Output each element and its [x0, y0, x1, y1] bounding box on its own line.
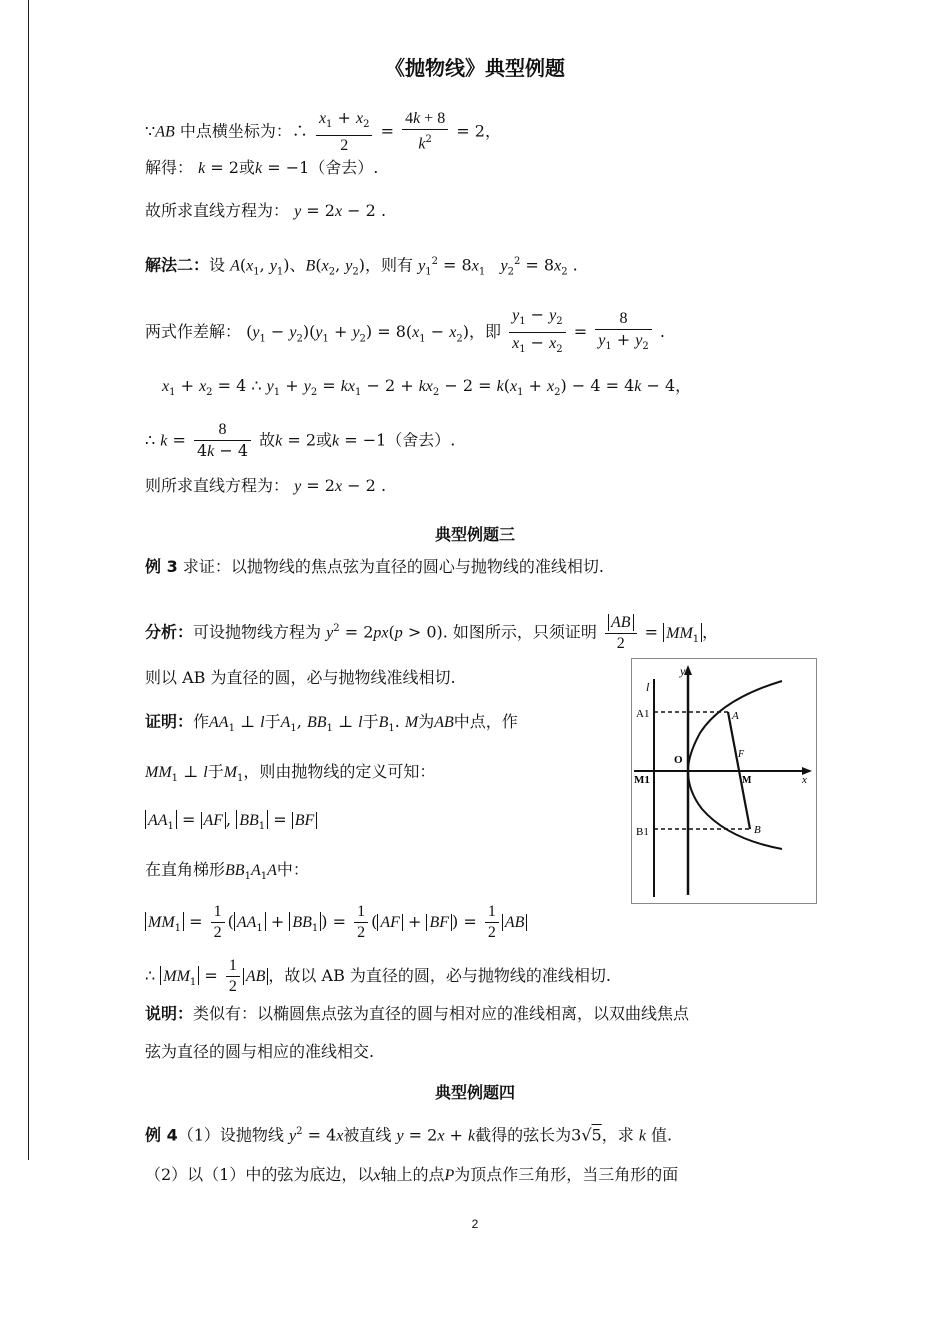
parabola-figure	[631, 658, 817, 904]
parabola-curve	[688, 681, 782, 849]
page-number: 2	[471, 1217, 479, 1231]
difference-line: 两式作差解： $(y_1 - y_2)(y_1 + y_2) = 8(x_1 - x_2)$，即 $\frac{y_1 - y_2}{x_1 - x_2}$ = $\frac{8}{y_1 + y_2}$ .	[145, 305, 665, 356]
fig-label-b: B	[754, 824, 761, 836]
page-title: 《抛物线》典型例题	[385, 56, 565, 80]
final-equation: 则所求直线方程为： y = 2x − 2 .	[145, 476, 387, 495]
note-line-2: 弦为直径的圆与相应的准线相交.	[145, 1042, 375, 1061]
example-four-part-one: 例 4（1）设抛物线 $y^2 = 4x$被直线 y = 2x + k截得的弦长为3√5，求 k 值.	[145, 1125, 673, 1145]
fig-label-x: x	[802, 774, 807, 786]
therefore-line: ∴ $MM_1$ = $\frac{1}{2}$ AB ，故以 AB 为直径的圆，必与抛物线的准线相切.	[145, 957, 611, 995]
fig-label-f: F	[738, 749, 745, 760]
margin-rule	[28, 0, 29, 1160]
parabola-diagram	[632, 659, 816, 903]
fig-label-a: A	[732, 710, 739, 722]
midpoint-line: ∵AB 中点横坐标为：∴ $\frac{x_1 + x_2}{2}$ = $\frac{4k + 8}{k^2}$ = 2，	[145, 108, 501, 155]
fig-label-o: O	[674, 754, 683, 766]
sum-line: $x_1 + x_2 = 4$ ∴ $y_1 + y_2 = kx_1 - 2 + kx_2 - 2 = k(x_1 + x_2) - 4 = 4k - 4$，	[162, 376, 692, 399]
example-four-part-two: （2）以（1）中的弦为底边，以x轴上的点P为顶点作三角形，当三角形的面	[145, 1165, 679, 1184]
solve-line: 解得： k = 2或k = −1（舍去）.	[145, 158, 379, 177]
line-equation: 故所求直线方程为： y = 2x − 2 .	[145, 201, 387, 220]
fig-label-l: l	[646, 680, 650, 694]
analysis-conclusion: 则以 AB 为直径的圆，必与抛物线准线相切.	[145, 668, 456, 687]
fig-label-m1: M1	[634, 774, 650, 786]
fig-label-a1: A1	[636, 708, 650, 720]
method-two-line: 解法二：设 $A(x_1$, $y_1$)、$B(x_2$, $y_2$)，则有 $y_1^2 = 8x_1$ $y_2^2 = 8x_2$ .	[145, 255, 578, 278]
median-equation: $MM_1$ = $\frac{1}{2}$ ( $AA_1 + BB_1$ ) = $\frac{1}{2}$ ( AF + BF ) = $\frac{1}{2}$ AB	[145, 902, 527, 943]
definition-equality: $AA_1$ = AF , $BB_1$ = BF	[145, 810, 317, 837]
k-solution-line: ∴ k = $\frac{8}{4k - 4}$ 故k = 2或k = −1（舍去）.	[145, 421, 456, 460]
section-three-heading: 典型例题三	[434, 525, 515, 544]
analysis-line: 分析：可设抛物线方程为 $y^2 = 2px(p > 0)$. 如图所示，只须证明 $\frac{AB}{2}$ = $MM_1$ ，	[145, 614, 719, 652]
proof-line-1: 证明：作$AA_1$ ⊥ l于$A_1$, $BB_1$ ⊥ l于$B_1$. M为AB中点，作	[145, 712, 518, 735]
section-four-heading: 典型例题四	[434, 1083, 515, 1102]
trapezoid-line: 在直角梯形$BB_1A_1A$中：	[145, 860, 309, 883]
example-three: 例 3 求证：以抛物线的焦点弦为直径的圆心与抛物线的准线相切.	[145, 557, 604, 576]
fig-label-m: M	[742, 775, 752, 786]
proof-line-2: $MM_1$ ⊥ l于$M_1$，则由抛物线的定义可知：	[145, 762, 436, 785]
fig-label-b1: B1	[636, 826, 649, 838]
fig-label-y: y	[680, 664, 686, 678]
note-line-1: 说明：类似有：以椭圆焦点弦为直径的圆与相对应的准线相离，以双曲线焦点	[145, 1004, 690, 1023]
